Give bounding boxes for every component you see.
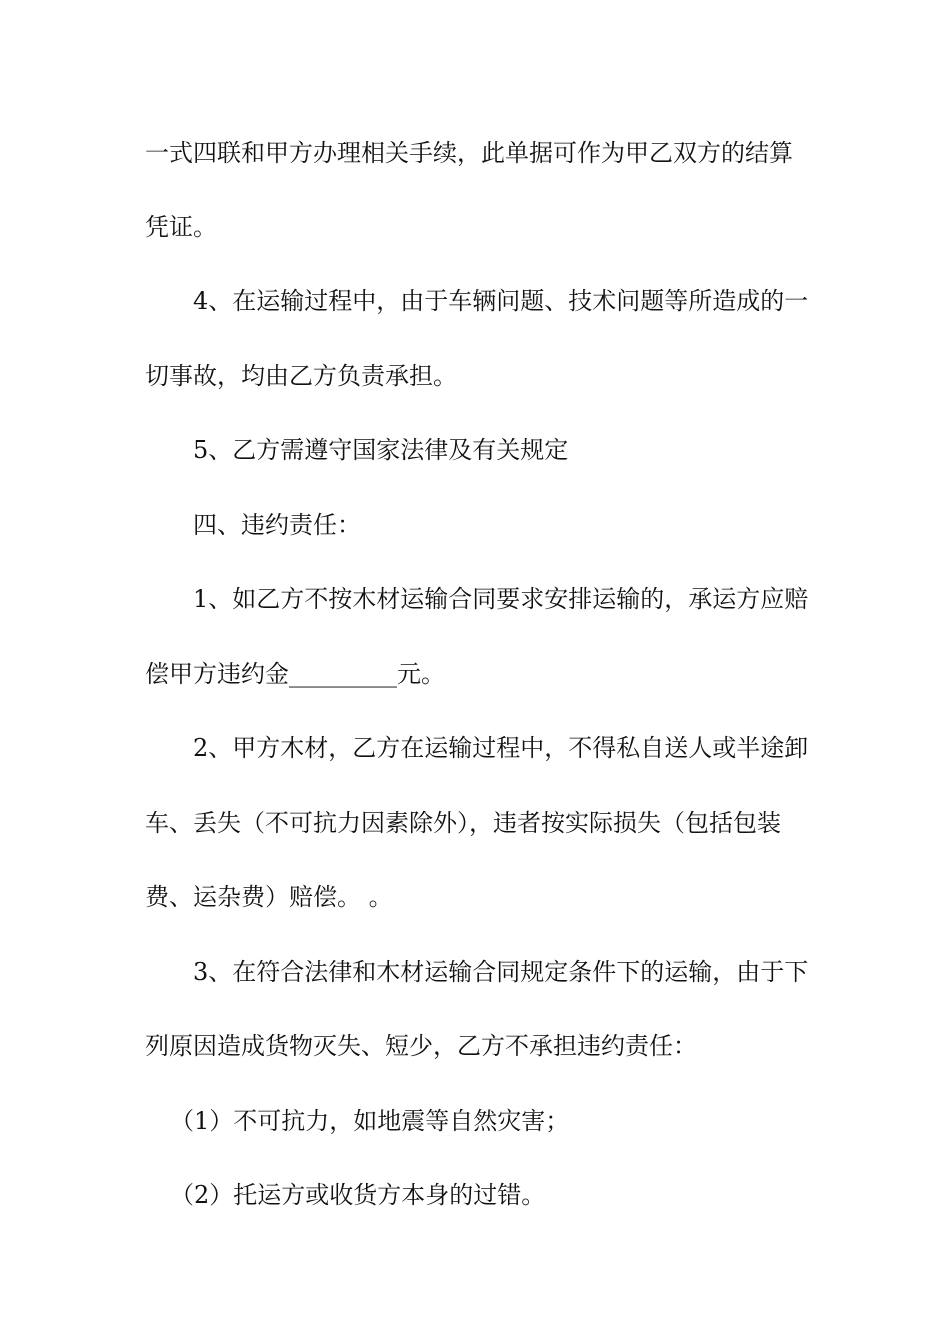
text-line-2: 凭证。 bbox=[145, 213, 217, 241]
text-line-10: 车、丢失（不可抗力因素除外），违者按实际损失（包括包装 bbox=[145, 809, 781, 837]
text-line-12: 3、在符合法律和木材运输合同规定条件下的运输，由于下 bbox=[193, 958, 809, 986]
text-line-5: 5、乙方需遵守国家法律及有关规定 bbox=[193, 436, 569, 464]
text-line-8: 偿甲方违约金_________元。 bbox=[145, 660, 445, 688]
text-line-11: 费、运杂费）赔偿。 。 bbox=[145, 883, 393, 911]
text-line-7: 1、如乙方不按木材运输合同要求安排运输的，承运方应赔 bbox=[193, 585, 809, 613]
text-line-1: 一式四联和甲方办理相关手续，此单据可作为甲乙双方的结算 bbox=[145, 139, 793, 167]
text-line-6: 四、违约责任： bbox=[193, 511, 361, 539]
text-line-9: 2、甲方木材，乙方在运输过程中，不得私自送人或半途卸 bbox=[193, 734, 809, 762]
text-line-13: 列原因造成货物灭失、短少，乙方不承担违约责任： bbox=[145, 1032, 697, 1060]
text-line-15: （2）托运方或收货方本身的过错。 bbox=[170, 1181, 546, 1209]
text-line-4: 切事故，均由乙方负责承担。 bbox=[145, 362, 457, 390]
text-line-3: 4、在运输过程中，由于车辆问题、技术问题等所造成的一 bbox=[193, 287, 809, 315]
text-line-14: （1）不可抗力，如地震等自然灾害； bbox=[170, 1107, 570, 1135]
